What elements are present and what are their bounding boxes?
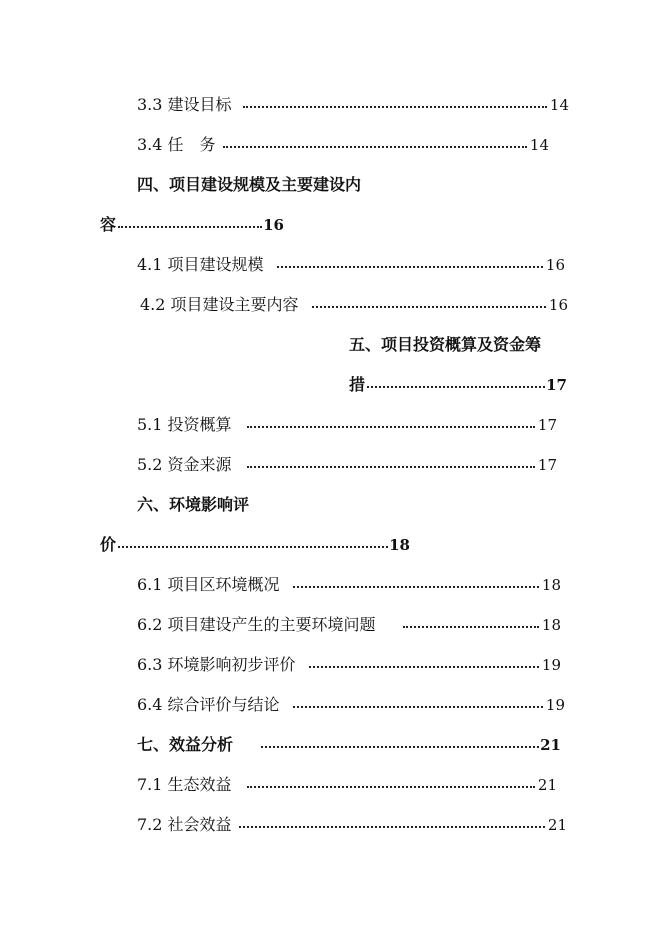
toc-entry-title: 4.2 项目建设主要内容: [140, 295, 299, 314]
toc-entry[interactable]: [137, 453, 557, 477]
toc-entry-title: 3.3 建设目标: [137, 95, 232, 114]
toc-entry-title: 6.1 项目区环境概况: [137, 575, 280, 594]
toc-chapter-heading-continuation[interactable]: [100, 533, 410, 557]
toc-page-number: 17: [537, 416, 557, 434]
toc-page-number: 18: [541, 576, 561, 594]
toc-entry-title: 7.2 社会效益: [137, 815, 232, 834]
toc-entry-title: 措: [349, 375, 366, 394]
toc-chapter-heading-continuation[interactable]: [349, 373, 567, 397]
toc-leader-dots: [223, 146, 527, 148]
toc-leader-dots: [309, 666, 539, 668]
toc-entry-title: 五、项目投资概算及资金筹: [349, 335, 542, 354]
toc-page-number: 14: [549, 96, 569, 114]
toc-page-number: 14: [529, 136, 549, 154]
toc-page-number: 21: [537, 776, 557, 794]
toc-page-number: 16: [545, 256, 565, 274]
toc-entry[interactable]: [137, 413, 557, 437]
toc-chapter-heading-continuation[interactable]: [100, 213, 284, 237]
toc-page-number: 19: [545, 696, 565, 714]
toc-page-number: 17: [546, 376, 567, 394]
toc-entry-title: 价: [100, 535, 117, 554]
toc-entry-title: 四、项目建设规模及主要建设内: [137, 175, 362, 194]
toc-page-number: 21: [547, 816, 567, 834]
toc-page-number: 19: [541, 656, 561, 674]
toc-page-number: 21: [540, 736, 561, 754]
toc-entry[interactable]: [137, 573, 561, 597]
toc-leader-dots: [247, 426, 535, 428]
toc-entry[interactable]: [137, 613, 561, 637]
toc-leader-dots: [247, 466, 535, 468]
toc-entry[interactable]: [137, 693, 565, 717]
toc-leader-dots: [312, 306, 546, 308]
toc-leader-dots: [293, 586, 539, 588]
toc-entry[interactable]: [137, 773, 557, 797]
toc-leader-dots: [277, 266, 543, 268]
toc-leader-dots: [367, 386, 545, 388]
toc-entry-title: 5.1 投资概算: [137, 415, 232, 434]
toc-entry-title: 6.3 环境影响初步评价: [137, 655, 296, 674]
toc-entry[interactable]: [137, 653, 561, 677]
toc-entry[interactable]: [140, 293, 568, 317]
toc-leader-dots: [403, 626, 539, 628]
toc-entry[interactable]: [137, 813, 567, 837]
toc-chapter-heading[interactable]: [137, 733, 561, 757]
toc-page-number: 16: [263, 216, 284, 234]
toc-leader-dots: [118, 226, 262, 228]
toc-leader-dots: [243, 106, 547, 108]
toc-entry[interactable]: [137, 93, 569, 117]
toc-entry-title: 3.4 任 务: [137, 135, 216, 154]
toc-entry-title: 5.2 资金来源: [137, 455, 232, 474]
toc-page-number: 18: [541, 616, 561, 634]
toc-leader-dots: [247, 786, 535, 788]
toc-page-number: 16: [548, 296, 568, 314]
toc-entry-title: 6.4 综合评价与结论: [137, 695, 280, 714]
toc-entry-title: 7.1 生态效益: [137, 775, 232, 794]
toc-entry[interactable]: [137, 133, 549, 157]
toc-leader-dots: [118, 546, 388, 548]
toc-leader-dots: [239, 826, 545, 828]
toc-entry-title: 七、效益分析: [137, 735, 234, 754]
toc-entry[interactable]: [137, 253, 565, 277]
toc-chapter-heading[interactable]: [349, 333, 541, 357]
toc-entry-title: 容: [100, 215, 117, 234]
toc-leader-dots: [293, 706, 543, 708]
toc-entry-title: 4.1 项目建设规模: [137, 255, 264, 274]
toc-page-number: 17: [537, 456, 557, 474]
toc-entry-title: 六、环境影响评: [137, 495, 250, 514]
toc-leader-dots: [261, 746, 539, 748]
toc-entry-title: 6.2 项目建设产生的主要环境问题: [137, 615, 376, 634]
toc-chapter-heading[interactable]: [137, 173, 361, 197]
toc-page-number: 18: [389, 536, 410, 554]
toc-chapter-heading[interactable]: [137, 493, 249, 517]
